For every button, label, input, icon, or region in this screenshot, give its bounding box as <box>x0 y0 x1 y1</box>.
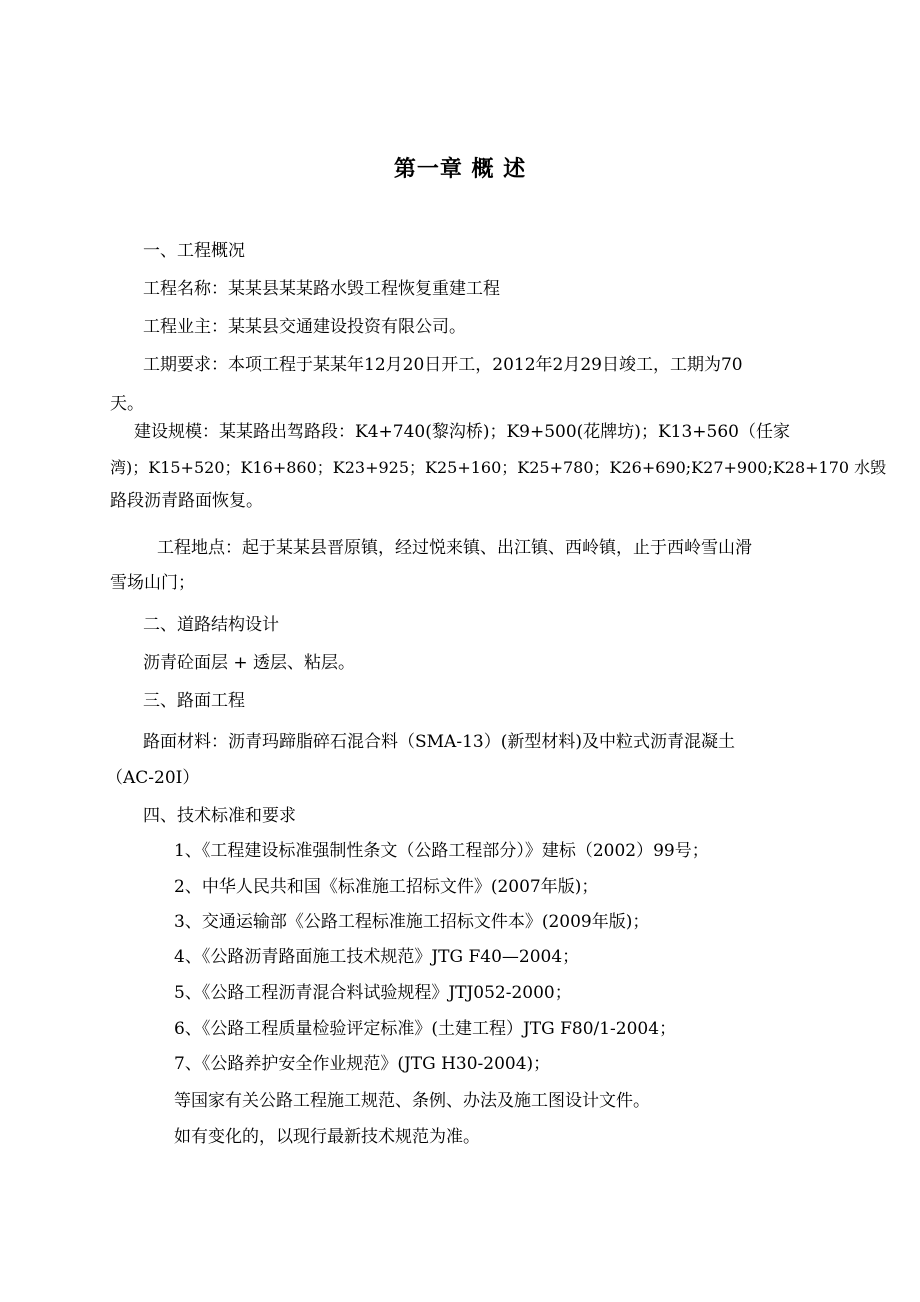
project-name: 工程名称：某某县某某路水毁工程恢复重建工程 <box>143 279 500 299</box>
scale-line-3: 路段沥青路面恢复。 <box>110 491 263 511</box>
section-heading-standards: 四、技术标准和要求 <box>143 806 296 826</box>
standard-item: 1、《工程建设标准强制性条文（公路工程部分）》建标（2002）99号； <box>174 841 709 861</box>
location-line-2: 雪场山门； <box>110 573 195 593</box>
standard-item: 7、《公路养护安全作业规范》(JTG H30-2004)； <box>174 1054 551 1074</box>
standard-item: 4、《公路沥青路面施工技术规范》JTG F40—2004； <box>174 947 580 967</box>
standard-item: 6、《公路工程质量检验评定标准》(土建工程）JTG F80/1-2004； <box>174 1019 677 1039</box>
section-heading-pavement: 三、路面工程 <box>143 691 245 711</box>
pavement-material-line-1: 路面材料：沥青玛蹄脂碎石混合料（SMA-13）(新型材料)及中粒式沥青混凝土 <box>143 732 735 752</box>
location-line-1: 工程地点：起于某某县晋原镇，经过悦来镇、出江镇、西岭镇，止于西岭雪山滑 <box>157 538 752 558</box>
pavement-material-line-2: （AC-20I） <box>106 768 200 788</box>
section-heading-overview: 一、工程概况 <box>143 241 245 261</box>
standards-closing: 等国家有关公路工程施工规范、条例、办法及施工图设计文件。 <box>174 1091 650 1111</box>
standards-note: 如有变化的，以现行最新技术规范为准。 <box>174 1127 480 1147</box>
page-title: 第一章 概 述 <box>393 156 527 182</box>
standard-item: 5、《公路工程沥青混合料试验规程》JTJ052-2000； <box>174 983 572 1003</box>
scale-line-1: 建设规模：某某路出驾路段：K4+740(黎沟桥)；K9+500(花牌坊)；K13+560（任家 <box>134 422 790 442</box>
project-owner: 工程业主：某某县交通建设投资有限公司。 <box>143 317 466 337</box>
schedule-line-2: 天。 <box>110 394 144 414</box>
section-heading-structure: 二、道路结构设计 <box>143 615 279 635</box>
standard-item: 2、中华人民共和国《标准施工招标文件》(2007年版)； <box>174 877 599 897</box>
schedule-line-1: 工期要求：本项工程于某某年12月20日开工，2012年2月29日竣工，工期为70 <box>143 355 743 375</box>
scale-line-2: 湾)；K15+520；K16+860；K23+925；K25+160；K25+780；K26+690;K27+900;K28+170 水毁 <box>110 458 887 477</box>
structure-content: 沥青砼面层 + 透层、粘层。 <box>143 653 356 673</box>
standard-item: 3、交通运输部《公路工程标准施工招标文件本》(2009年版)； <box>174 912 650 932</box>
